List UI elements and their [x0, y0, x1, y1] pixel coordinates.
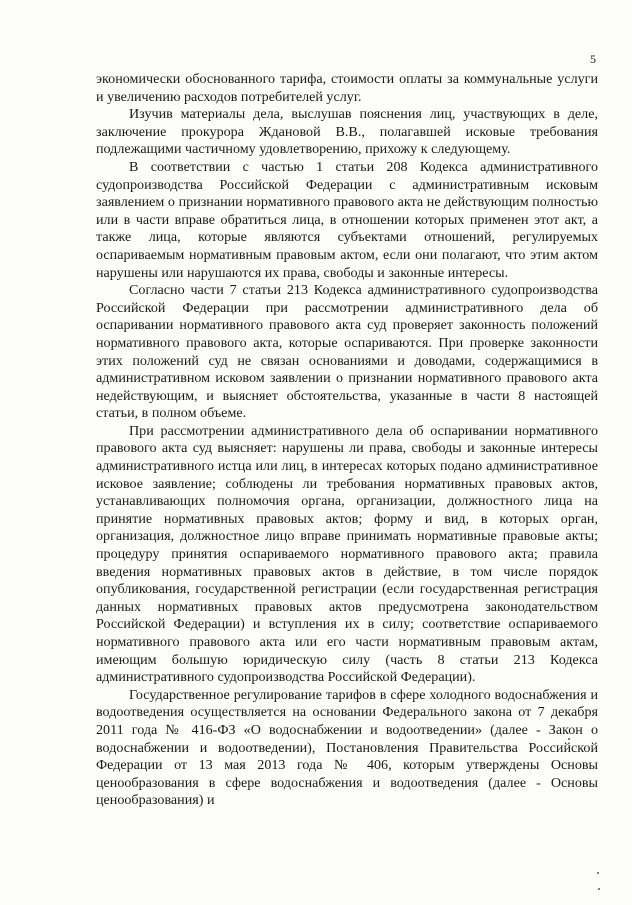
paragraph-continuation: экономически обоснованного тарифа, стоимости оплаты за коммунальные услуги и увеличению расходов потребителей услуг. [96, 71, 598, 105]
page-number: 5 [590, 52, 596, 66]
scan-speck [598, 888, 600, 890]
paragraph: Изучив материалы дела, выслушав пояснения лиц, участвующих в деле, заключение прокурора Ждановой В.В., полагавшей исковые требования подлежащими частичному удовлетворению, прихожу к следующему. [96, 106, 598, 158]
paragraph: В соответствии с частью 1 статьи 208 Кодекса административного судопроизводства Российской Федерации с административным исковым заявлением о признании нормативного правового акта не действующим полностью или в части вправе обратиться лица, в отношении которых применен этот акт, а также лица, которые являются субъектами отношений, регулируемых оспариваемым нормативным правовым актом, если они полагают, что этим актом нарушены или нарушаются их права, свободы и законные интересы. [96, 158, 598, 281]
paragraph: Согласно части 7 статьи 213 Кодекса административного судопроизводства Российской Федерации при рассмотрении административного дела об оспаривании нормативного правового акта суд проверяет законность положений нормативного правового акта, которые оспариваются. При проверке законности этих положений суд не связан основаниями и доводами, содержащимися в административном исковом заявлении о признании нормативного правового акта недействующим, и выясняет обстоятельства, указанные в части 8 настоящей статьи, в полном объеме. [96, 282, 598, 422]
scan-speck [597, 872, 599, 874]
paragraph: Государственное регулирование тарифов в сфере холодного водоснабжения и водоотведения осуществляется на основании Федерального закона от 7 декабря 2011 года № 416-ФЗ «О водоснабжении и водоотведении» (далее - Закон о водоснабжении и водоотведении), Постановления Правительства Российской Федерации от 13 мая 2013 года № 406, которым утверждены Основы ценообразования в сфере водоснабжения и водоотведения (далее - Основы ценообразования) и [96, 686, 598, 809]
scan-speck [568, 738, 570, 740]
document-body [96, 71, 598, 810]
paragraph: При рассмотрении административного дела об оспаривании нормативного правового акта суд выясняет: нарушены ли права, свободы и законные интересы административного истца или лиц, в интересах которых подано административное исковое заявление; соблюдены ли требования нормативных правовых актов, устанавливающих полномочия органа, организации, должностного лица на принятие нормативных правовых актов; форму и вид, в которых орган, организация, должностное лицо вправе принимать нормативные правовые акты; процедуру принятия оспариваемого нормативного правового акта; правила введения нормативных правовых актов в действие, в том числе порядок опубликования, государственной регистрации (если государственная регистрация данных нормативных правовых актов предусмотрена законодательством Российской Федерации) и вступления их в силу; соответствие оспариваемого нормативного правового акта или его части нормативным правовым актам, имеющим большую юридическую силу (часть 8 статьи 213 Кодекса административного судопроизводства Российской Федерации). [96, 422, 598, 686]
